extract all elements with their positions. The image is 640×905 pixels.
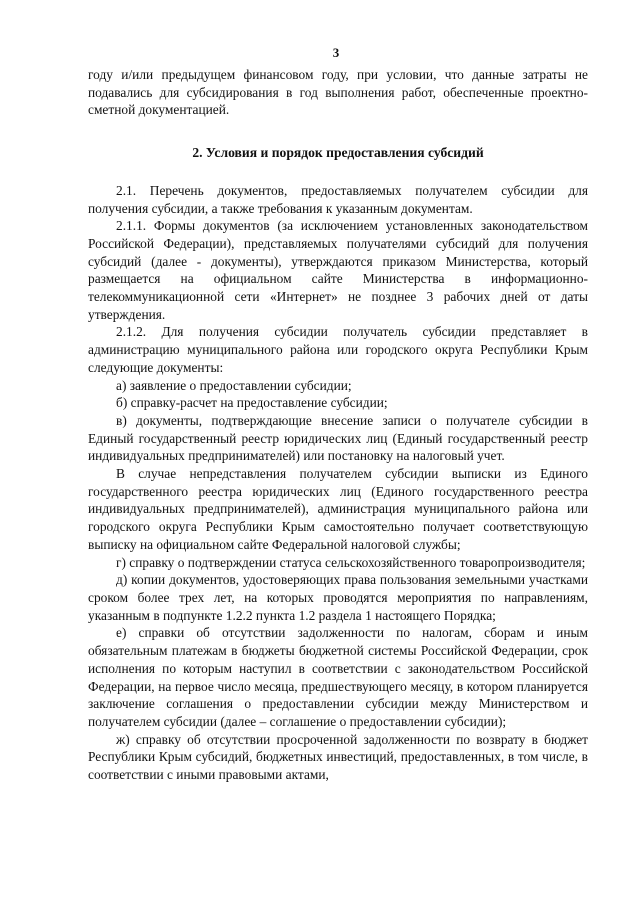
list-item-a: а) заявление о предоставлении субсидии; bbox=[116, 377, 352, 393]
list-item-g: г) справку о подтверждении статуса сельскохозяйственного товаропроизводителя; bbox=[116, 554, 586, 570]
paragraph-2-1-1: 2.1.1. Формы документов (за исключением установленных законодательством Российской Федерации), представляемых получателями субсидий для получения субсидий (далее - документы), утверждаются приказом Министерства, который размещается на официальном сайте Министерства в информационно-телекоммуникационной сети «Интернет» не позднее 3 рабочих дней от даты утверждения. bbox=[88, 218, 588, 322]
paragraph-2-1: 2.1. Перечень документов, предоставляемых получателем субсидии для получения субсидии, а также требования к указанным документам. bbox=[88, 182, 588, 216]
intro-paragraph: году и/или предыдущем финансовом году, при условии, что данные затраты не подавались для субсидирования в год выполнения работ, обеспеченные проектно-сметной документацией. bbox=[88, 67, 588, 118]
list-item-v: в) документы, подтверждающие внесение записи о получателе субсидии в Единый государственный реестр юридических лиц (Единый государственный реестр индивидуальных предпринимателей) или постановку на налоговый учет. bbox=[88, 412, 588, 464]
paragraph-2-1-2: 2.1.2. Для получения субсидии получатель субсидии представляет в администрацию муниципального района или городского округа Республики Крым следующие документы: bbox=[88, 324, 588, 375]
section-heading: 2. Условия и порядок предоставления субсидий bbox=[192, 145, 484, 161]
paragraph-non-submission: В случае непредставления получателем субсидии выписки из Единого государственного реестра юридических лиц (Единого государственного реестра индивидуальных предпринимателей), администрация муниципального района или городского округа Республики Крым самостоятельно получает соответствующую выписку на официальном сайте Федеральной налоговой службы; bbox=[88, 466, 588, 552]
list-item-b: б) справку-расчет на предоставление субсидии; bbox=[116, 395, 388, 411]
list-item-e: е) справки об отсутствии задолженности по налогам, сборам и иным обязательным платежам в бюджеты бюджетной системы Российской Федерации, срок исполнения по которым наступил в соответствии с законодательством Российской Федерации, на первое число месяца, предшествующего месяцу, в котором планируется заключение соглашения о предоставлении субсидии между Министерством и получателем субсидии (далее – соглашение о предоставлении субсидии); bbox=[88, 625, 588, 729]
list-item-zh: ж) справку об отсутствии просроченной задолженности по возврату в бюджет Республики Крым субсидий, бюджетных инвестиций, предоставленных, в том числе, в соответствии с иными правовыми актами, bbox=[88, 731, 588, 783]
document-body bbox=[88, 66, 588, 784]
list-item-d: д) копии документов, удостоверяющих права пользования земельными участками сроком более трех лет, на которых проводятся мероприятия по направлениям, указанным в подпункте 1.2.2 пункта 1.2 раздела 1 настоящего Порядка; bbox=[88, 572, 588, 623]
page-number: 3 bbox=[332, 45, 340, 60]
